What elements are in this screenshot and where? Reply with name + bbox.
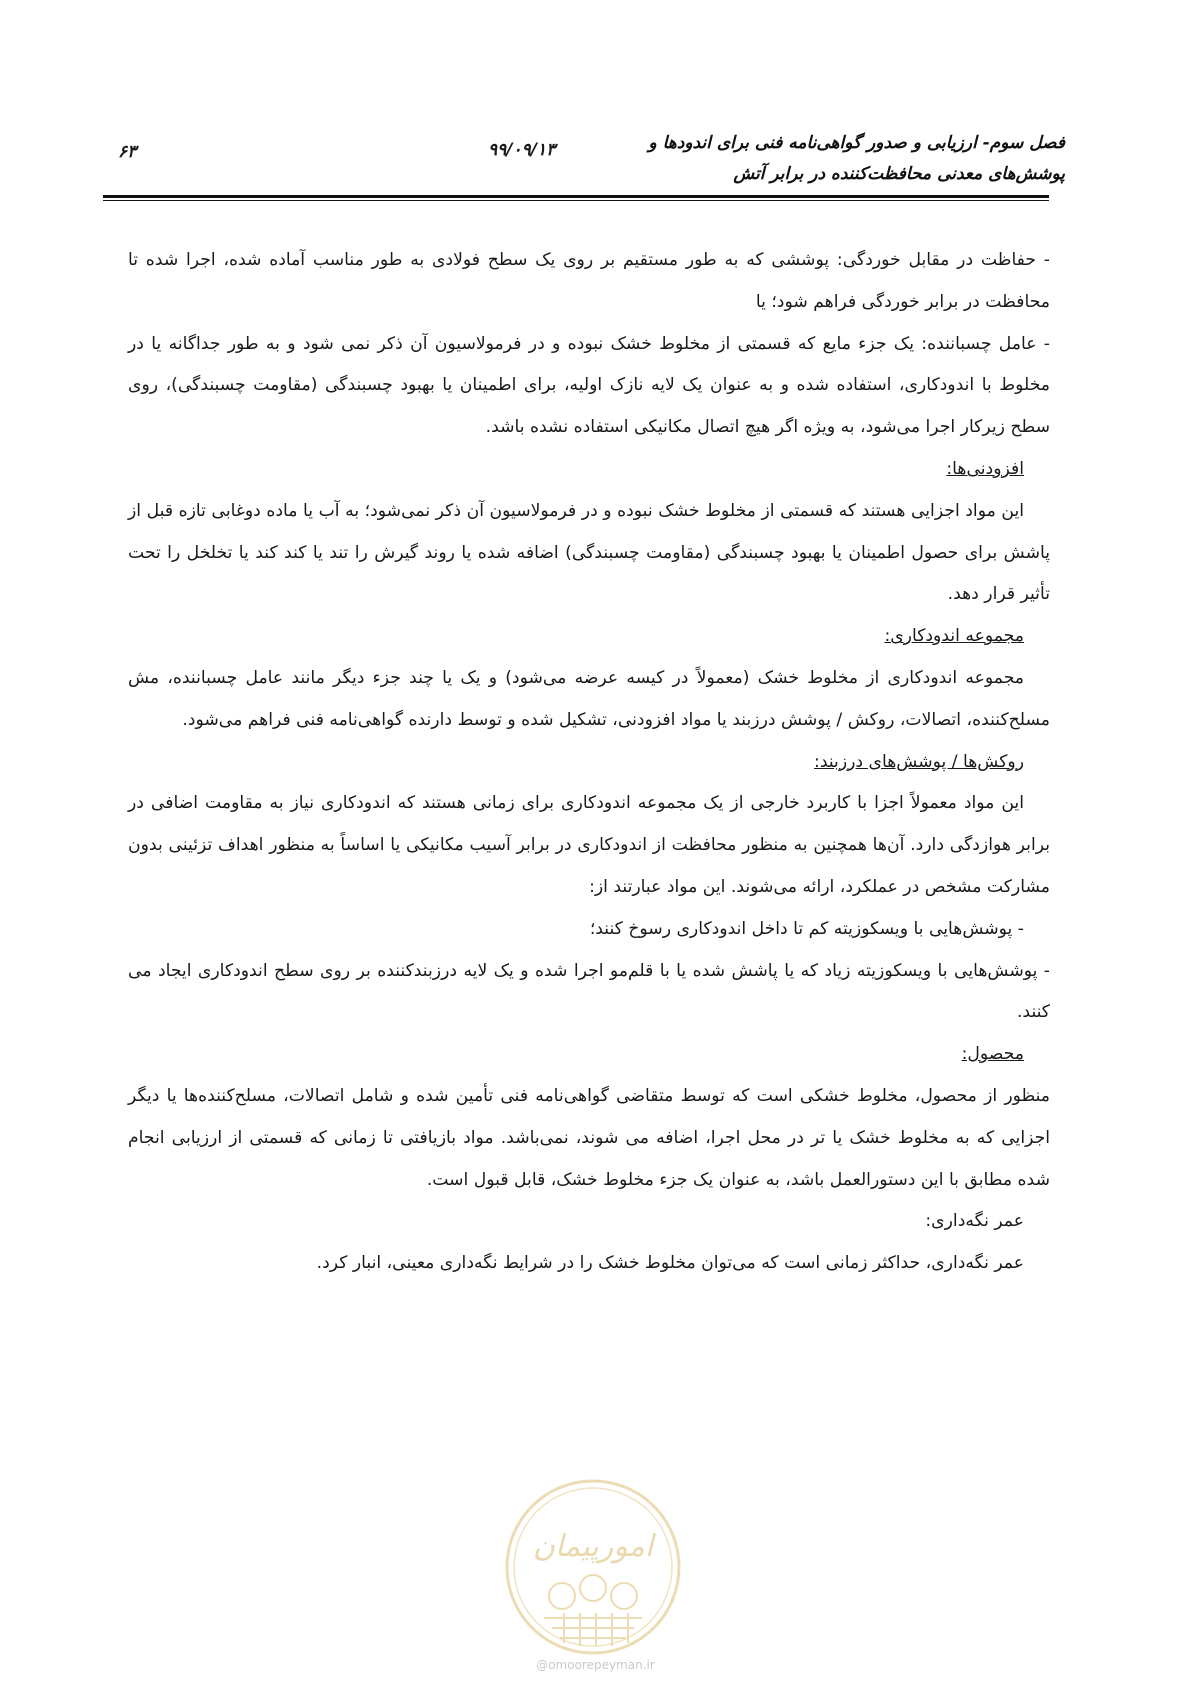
paragraph-plaster-kit: مجموعه اندودکاری از مخلوط خشک (معمولاً در کیسه عرضه می‌شود) و یک یا چند جزء دیگر مانند عامل چسباننده، مش مسلح‌کننده، اتصالات، روکش / پوشش درزبند یا مواد افزودنی، تشکیل شده و توسط دارنده گواهی‌نامه فنی فراهم می‌شود.: [128, 667, 1050, 730]
heading-shelf-life: عمر نگه‌داری:: [925, 1211, 1024, 1232]
heading-plaster-kit-text: مجموعه اندودکاری:: [884, 626, 1024, 647]
paragraph-corrosion-protection: - حفاظت در مقابل خوردگی: پوششی که به طور مستقیم بر روی یک سطح فولادی به طور مناسب آماده شده، اجرا شده تا محافظت در برابر خوردگی فراهم شود؛ یا: [128, 250, 1050, 312]
paragraph-sealing-coatings: این مواد معمولاً اجزا با کاربرد خارجی از یک مجموعه اندودکاری برای زمانی هستند که اندودکاری نیاز به مقاومت اضافی در برابر هوازدگی دارد. آن‌ها همچنین به منظور محافظت از اندودکاری در برابر آسیب مکانیکی یا اساساً به منظور اهداف تزئینی بدون مشارکت مشخص در عملکرد، ارائه می‌شوند. این مواد عبارتند از:: [128, 793, 1050, 897]
watermark-logo-text: امورپیمان: [532, 1529, 654, 1564]
header-title-line2: پوشش‌های معدنی محافظت‌کننده در برابر آتش: [733, 164, 1065, 184]
header-rule-thick: [103, 195, 1049, 198]
heading-additives: [128, 449, 1050, 491]
header-date: ۹۹/۰۹/۱۳: [488, 140, 556, 160]
heading-sealing-coatings: [128, 742, 1050, 784]
heading-additives-text: افزودنی‌ها:: [946, 458, 1024, 479]
header-rule-thin: [103, 200, 1049, 201]
heading-product-text: محصول:: [961, 1044, 1024, 1065]
list-item-low-viscosity: - پوشش‌هایی با ویسکوزیته کم تا داخل اندودکاری رسوخ کنند؛: [589, 918, 1024, 939]
watermark-url: @omoorepeyman.ir: [536, 1658, 655, 1672]
paragraph-product: منظور از محصول، مخلوط خشکی است که توسط متقاضی گواهی‌نامه فنی تأمین شده و شامل اتصالات، مسلح‌کننده‌ها یا دیگر اجزایی که به مخلوط خشک یا تر در محل اجرا، اضافه می شوند، نمی‌باشد. مواد بازیافتی تا زمانی که قسمتی از ارزیابی انجام شده مطابق با این دستورالعمل باشد، به عنوان یک جزء مخلوط خشک، قابل قبول است.: [128, 1085, 1050, 1190]
paragraph-additives: این مواد اجزایی هستند که قسمتی از مخلوط خشک نبوده و در فرمولاسیون آن ذکر نمی‌شود؛ به آب یا ماده دوغابی تازه قبل از پاشش برای حصول اطمینان یا بهبود چسبندگی (مقاومت چسبندگی) اضافه شده یا روند گیرش را تند یا کند کند یا تخلخل را تحت تأثیر قرار دهد.: [128, 500, 1050, 605]
heading-plaster-kit: [128, 616, 1050, 658]
paragraph-bonding-agent: - عامل چسباننده: یک جزء مایع که قسمتی از مخلوط خشک نبوده و در فرمولاسیون آن ذکر نمی شود و به طور جداگانه یا در مخلوط با اندودکاری، استفاده شده و به عنوان یک لایه نازک اولیه، برای اطمینان یا بهبود چسبندگی (مقاومت چسبندگی)، روی سطح زیرکار اجرا می‌شود، به ویژه اگر هیچ اتصال مکانیکی استفاده نشده باشد.: [128, 333, 1050, 438]
heading-product: [128, 1034, 1050, 1076]
header-chapter-title: [649, 128, 1066, 190]
document-body: [128, 240, 1050, 1285]
paragraph-shelf-life: عمر نگه‌داری، حداکثر زمانی است که می‌توان مخلوط خشک را در شرایط نگه‌داری معینی، انبار کرد.: [316, 1253, 1024, 1274]
page-number: ۶۳: [118, 142, 137, 162]
header-title-line1: فصل سوم- ارزیابی و صدور گواهی‌نامه فنی برای اندودها و: [648, 133, 1065, 153]
list-item-high-viscosity: - پوشش‌هایی با ویسکوزیته زیاد که یا پاشش شده یا با قلم‌مو اجرا شده و یک لایه درزبندکننده بر روی سطح اندودکاری ایجاد می کنند.: [128, 960, 1050, 1023]
watermark-logo: [504, 1478, 682, 1656]
heading-sealing-coatings-text: روکش‌ها / پوشش‌های درزبند:: [814, 751, 1024, 772]
